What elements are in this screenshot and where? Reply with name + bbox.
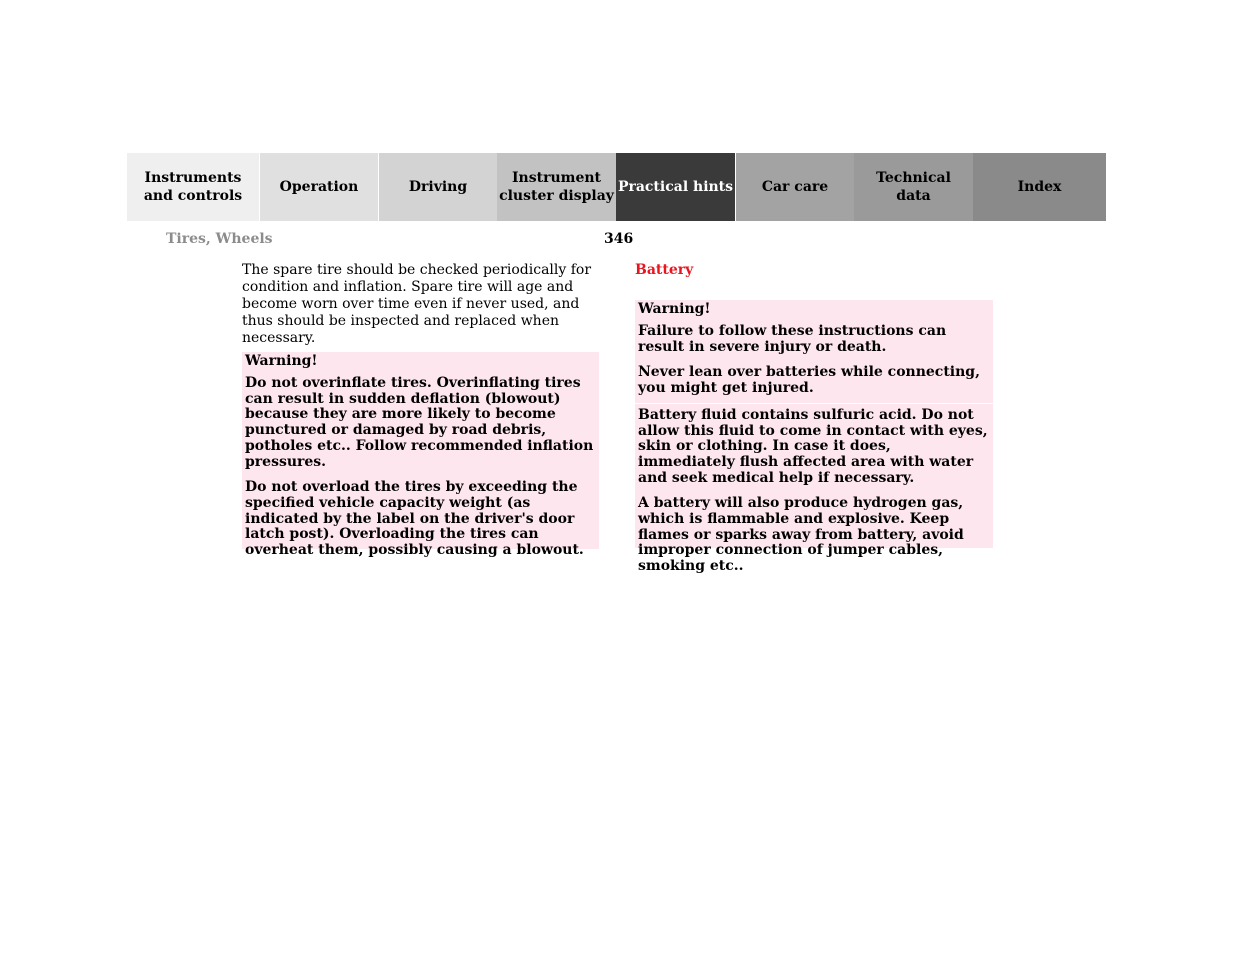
tab-label: Index [1017,179,1062,195]
warning-paragraph: Never lean over batteries while connecting, you might get injured. [638,364,980,397]
tab-label: Driving [408,179,468,195]
tire-warning-box [242,352,599,559]
tab-label: Technical data [876,170,951,204]
tab-label: Car care [761,179,829,195]
battery-heading: Battery [635,262,694,278]
tab-car-care[interactable] [735,153,854,221]
tab-technical-data[interactable] [854,153,973,221]
tab-index[interactable] [973,153,1106,221]
warning-paragraph: A battery will also produce hydrogen gas, which is flammable and explosive. Keep flames or sparks away from battery, avoid improper connection of jumper cables, smoking etc.. [638,495,964,575]
warning-title: Warning! [245,353,318,369]
tab-practical-hints[interactable] [616,153,735,221]
warning-paragraph: Failure to follow these instructions can result in severe injury or death. [638,323,947,355]
tab-instrument-cluster-display[interactable] [497,153,616,221]
warning-title: Warning! [638,301,711,317]
tab-label: Operation [279,179,359,195]
spare-tire-paragraph: The spare tire should be checked periodically for condition and inflation. Spare tire will age and become worn over time even if never used, and thus should be inspected and replaced when necessary. [242,262,592,346]
tab-label: Practical hints [617,179,734,195]
tab-label: Instruments and controls [143,170,243,204]
tab-driving[interactable] [378,153,497,221]
tab-operation[interactable] [259,153,378,221]
warning-paragraph: Do not overinflate tires. Overinflating tires can result in sudden deflation (blowout) because they are more likely to become punctured or damaged by road debris, potholes etc.. Follow recommended inflation pressures. [245,375,594,470]
tab-instruments-and-controls[interactable] [127,153,259,221]
warning-divider [635,403,993,404]
section-title: Tires, Wheels [166,231,273,247]
page-number: 346 [604,231,634,247]
chapter-nav [127,153,1106,221]
warning-paragraph: Battery fluid contains sulfuric acid. Do not allow this fluid to come in contact with eyes, skin or clothing. In case it does, immediately flush affected area with water and seek medical help if necessary. [638,406,988,486]
warning-paragraph: Do not overload the tires by exceeding the specified vehicle capacity weight (as indicated by the label on the driver's door latch post). Overloading the tires can overheat them, possibly causing a blowout. [245,479,584,559]
tab-label: Instrument cluster display [499,170,614,204]
battery-warning-box [635,300,993,575]
